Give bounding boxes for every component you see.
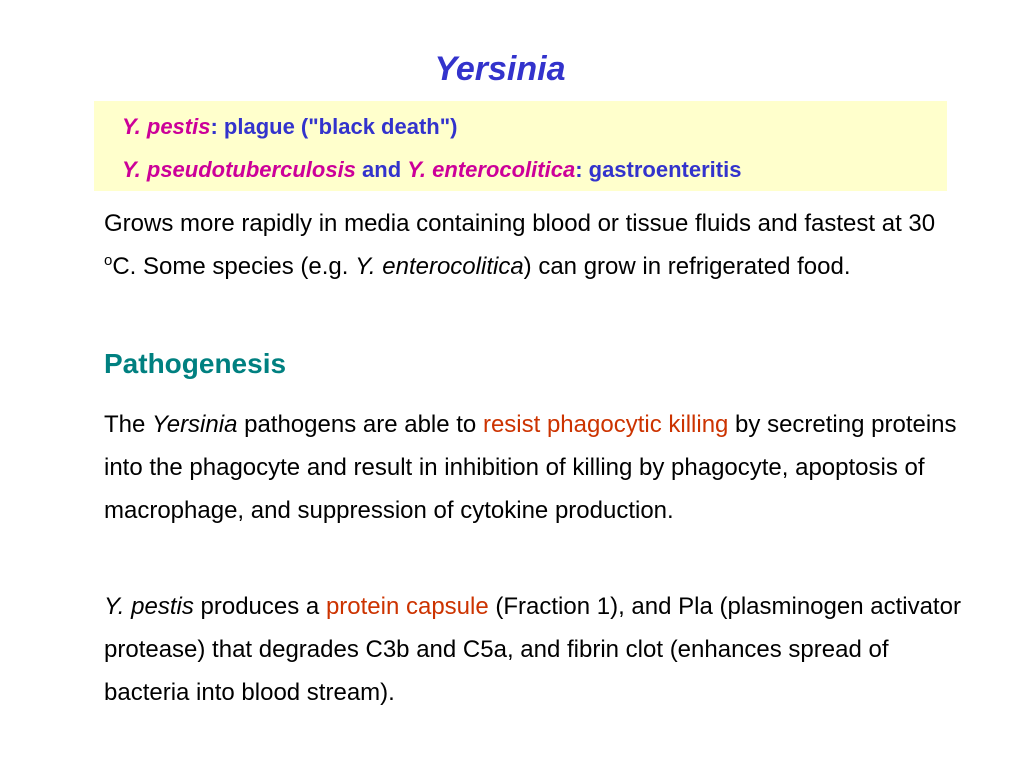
species-name: Y. enterocolitica	[407, 157, 576, 182]
text-run: Grows more rapidly in media containing blood or tissue fluids and fastest at 30	[104, 210, 936, 237]
text-run: C. Some species (e.g.	[112, 253, 356, 280]
slide-title: Yersinia	[434, 50, 566, 88]
text-run: ) can grow in refrigerated food.	[523, 253, 851, 280]
disease-name: plague ("black death")	[217, 114, 458, 139]
superscript: o	[104, 252, 113, 269]
colon: :	[575, 157, 583, 182]
italic-species: Y. enterocolitica	[355, 253, 524, 280]
conjunction: and	[355, 157, 408, 182]
species-name: Y. pestis	[122, 114, 211, 139]
text-run: The	[104, 411, 153, 438]
species-line-pestis	[122, 114, 457, 140]
species-name: Y. pseudotuberculosis	[122, 157, 356, 182]
section-heading: Pathogenesis	[104, 348, 287, 379]
highlight-text: protein capsule	[325, 593, 489, 620]
pathogenesis-paragraph	[104, 403, 964, 532]
highlight-text: resist phagocytic killing	[482, 411, 729, 438]
italic-species: Y. pestis	[104, 593, 194, 620]
growth-paragraph	[104, 202, 964, 288]
text-run: pathogens are able to	[237, 411, 483, 438]
text-run: (Fraction 1), and Pla (plasminogen activator protease) that degrades C3b and C5a, and fibrin clot (enhances spread of bacteria into blood stream).	[104, 593, 961, 706]
text-run: produces a	[193, 593, 326, 620]
disease-name: gastroenteritis	[582, 157, 742, 182]
species-box	[94, 101, 947, 191]
italic-genus: Yersinia	[152, 411, 238, 438]
capsule-paragraph	[104, 585, 964, 714]
text-run: by secreting proteins into the phagocyte and result in inhibition of killing by phagocyte, apoptosis of macrophage, and suppression of cytokine production.	[104, 411, 957, 524]
colon: :	[210, 114, 218, 139]
species-line-enteric	[122, 157, 741, 183]
